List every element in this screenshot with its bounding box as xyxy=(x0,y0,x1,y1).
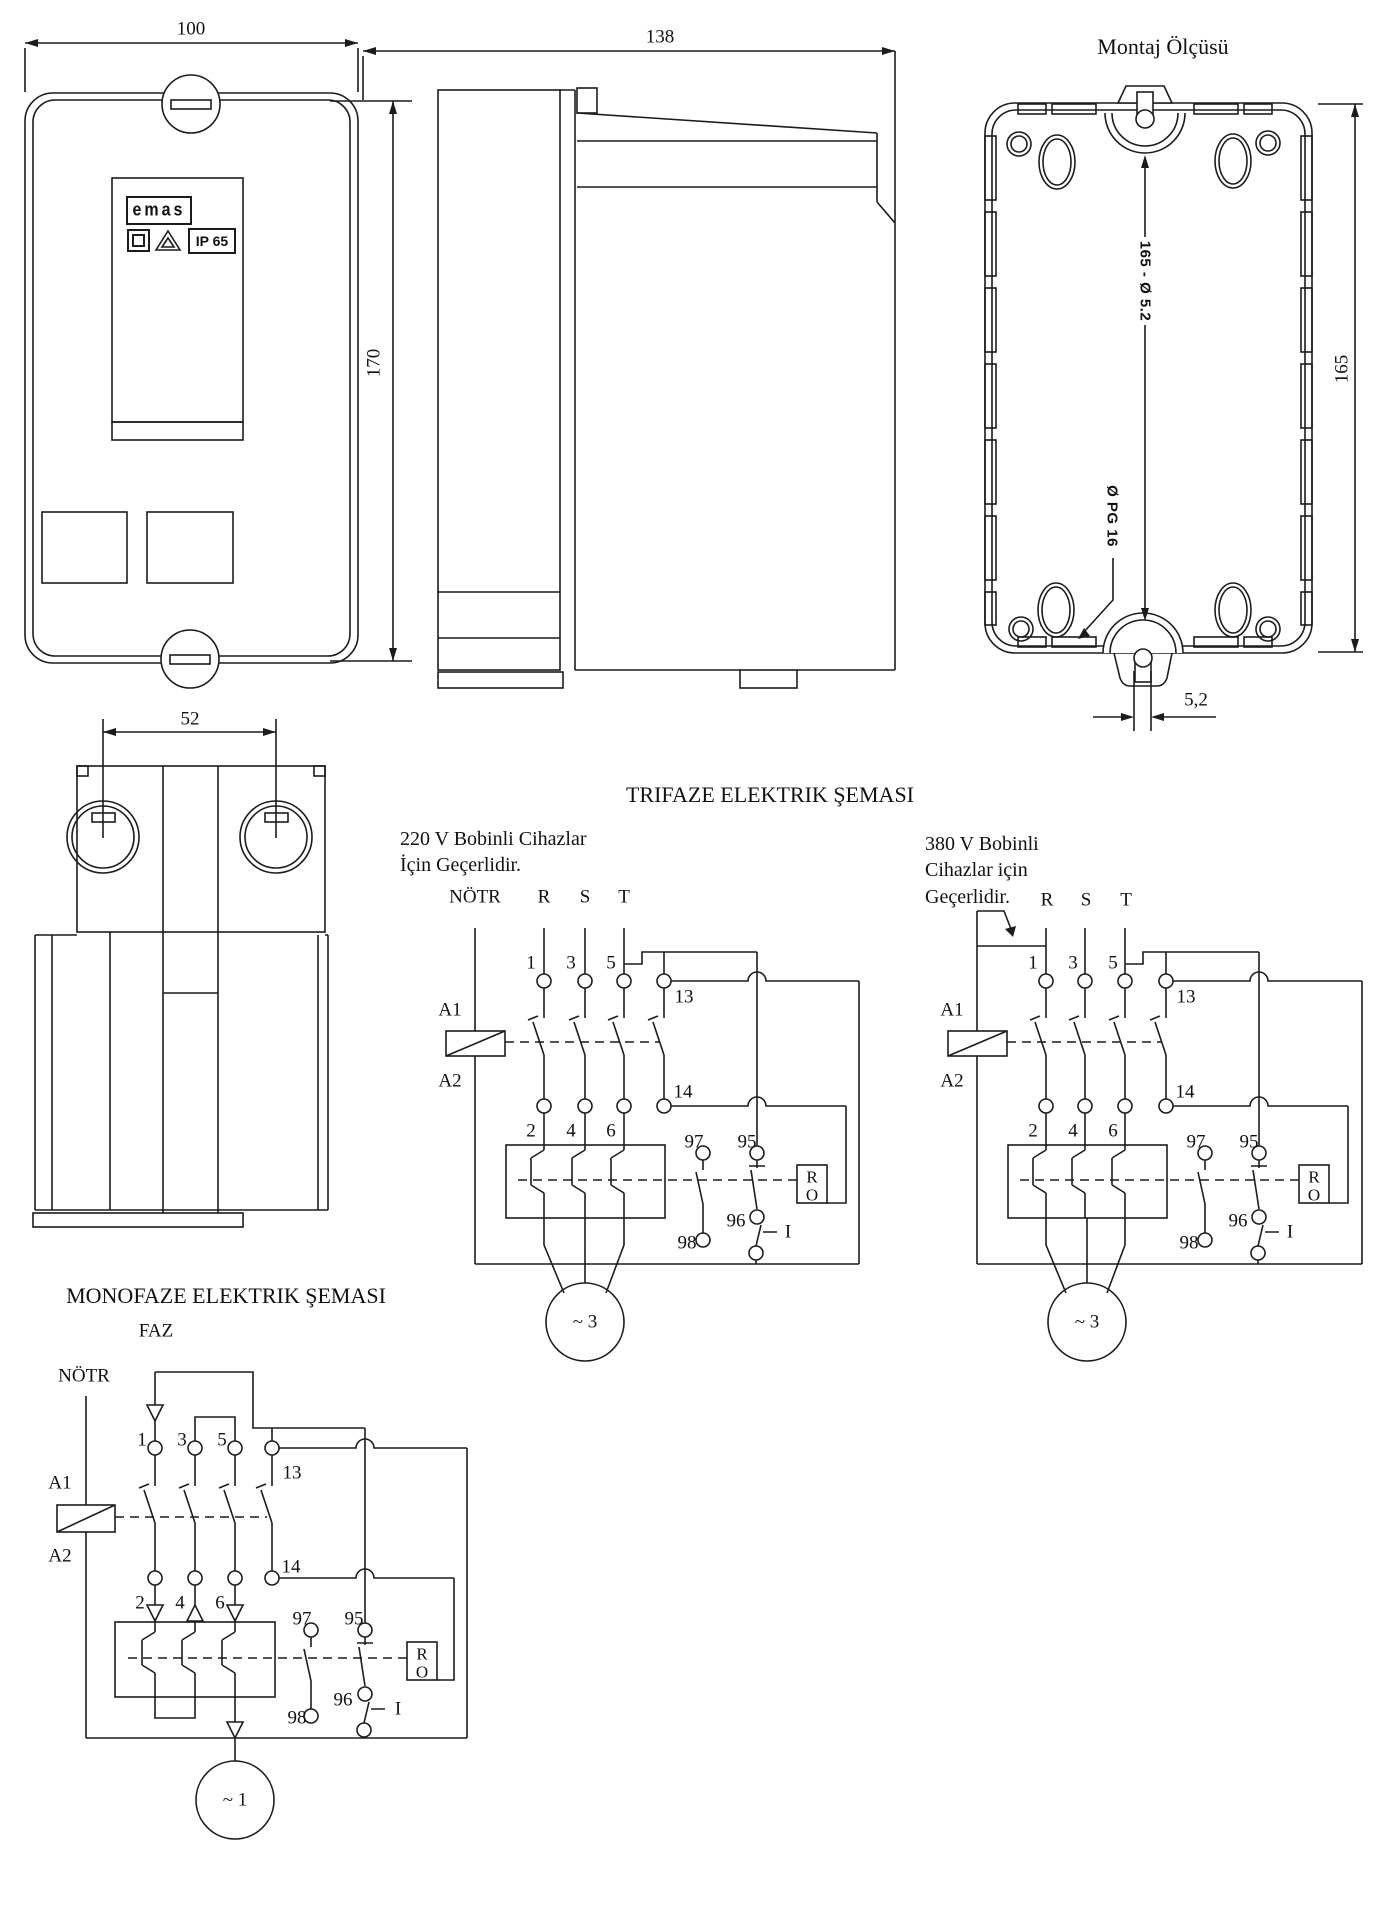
side-top-tab xyxy=(577,88,597,113)
reset-r-mono: R xyxy=(416,1644,428,1664)
test-i-220: I xyxy=(784,1221,792,1243)
phase-t-380: T xyxy=(1120,889,1132,911)
coil-a1-mono: A1 xyxy=(48,1472,72,1494)
aux-14-220: 14 xyxy=(673,1081,693,1103)
note-380v-line3: Geçerlidir. xyxy=(925,885,1010,908)
reset-r-220: R xyxy=(806,1167,818,1187)
term-6-mono: 6 xyxy=(215,1592,225,1614)
bottom-body xyxy=(35,766,328,1213)
phase-r-220: R xyxy=(537,886,551,908)
term-4-mono: 4 xyxy=(175,1592,185,1614)
mounting-view-title: Montaj Ölçüsü xyxy=(1097,34,1229,59)
term-1-220: 1 xyxy=(526,952,536,974)
term-2-220: 2 xyxy=(526,1120,536,1142)
term-3-380: 3 xyxy=(1068,952,1078,974)
ol-97-380: 97 xyxy=(1186,1131,1206,1153)
aux-13-220: 13 xyxy=(674,986,694,1008)
bottom-keyhole-hole xyxy=(1134,649,1152,667)
term-6-380: 6 xyxy=(1108,1120,1118,1142)
aux-13-380: 13 xyxy=(1176,986,1196,1008)
back-outline-inner xyxy=(992,110,1305,646)
back-outline xyxy=(985,103,1312,653)
ip-rating-text: IP 65 xyxy=(195,233,229,249)
bottom-plate xyxy=(33,1213,243,1227)
term-1-380: 1 xyxy=(1028,952,1038,974)
ip-rating-badge xyxy=(188,228,236,254)
overload-relay-box xyxy=(1008,1145,1167,1218)
warning-triangle-icon xyxy=(156,231,180,250)
motor-label-380: ~ 3 xyxy=(1074,1311,1100,1333)
ol-95-220: 95 xyxy=(737,1131,757,1153)
front-button-right xyxy=(147,512,233,583)
note-220v-line2: İçin Geçerlidir. xyxy=(400,854,522,877)
term-3-220: 3 xyxy=(566,952,576,974)
side-vent-slots xyxy=(985,104,1312,647)
term-6-220: 6 xyxy=(606,1120,616,1142)
ol-97-220: 97 xyxy=(684,1131,704,1153)
circuit-monofaze xyxy=(57,1372,467,1839)
ol-96-220: 96 xyxy=(726,1210,746,1232)
ol-97-mono: 97 xyxy=(292,1608,312,1630)
monofaze-title: MONOFAZE ELEKTRIK ŞEMASI xyxy=(66,1283,386,1308)
ol-98-220: 98 xyxy=(677,1232,697,1254)
dim-back-height-label: 165 xyxy=(1331,354,1353,384)
motor-label-mono: ~ 1 xyxy=(222,1789,248,1811)
phase-s-380: S xyxy=(1080,889,1092,911)
reset-o-mono: O xyxy=(415,1662,429,1682)
term-5-220: 5 xyxy=(606,952,616,974)
term-5-380: 5 xyxy=(1108,952,1118,974)
note-380v xyxy=(925,831,1039,910)
coil-a2-220: A2 xyxy=(438,1070,462,1092)
circuit-trifaze-220 xyxy=(446,928,859,1361)
term-4-220: 4 xyxy=(566,1120,576,1142)
coil-a1-380: A1 xyxy=(940,999,964,1021)
neutral-label-mono: NÖTR xyxy=(58,1365,110,1387)
front-window-band xyxy=(112,422,243,440)
reset-o-380: O xyxy=(1307,1185,1321,1205)
front-view xyxy=(25,75,358,688)
back-view xyxy=(985,86,1312,686)
aux-14-380: 14 xyxy=(1175,1081,1195,1103)
coil-a2-mono: A2 xyxy=(48,1545,72,1567)
gland-band xyxy=(77,766,325,932)
bottom-view xyxy=(33,766,328,1227)
front-outline-inner xyxy=(33,100,350,656)
note-220v-line1: 220 V Bobinli Cihazlar xyxy=(400,828,587,850)
dim-slot-label: 5,2 xyxy=(1184,689,1208,711)
term-2-380: 2 xyxy=(1028,1120,1038,1142)
term-5-mono: 5 xyxy=(217,1429,227,1451)
phase-t-220: T xyxy=(618,886,630,908)
trifaze-title: TRIFAZE ELEKTRIK ŞEMASI xyxy=(625,782,915,807)
emas-logo xyxy=(126,196,192,225)
emas-logo-text: emas xyxy=(132,200,186,220)
term-2-mono: 2 xyxy=(135,1592,145,1614)
side-body xyxy=(575,51,895,670)
ol-98-mono: 98 xyxy=(287,1707,307,1729)
neutral-label-220: NÖTR xyxy=(449,886,501,908)
top-keyhole-hole xyxy=(1136,110,1154,128)
dim-hole-spacing-label: 165 - Ø 5.2 xyxy=(1136,240,1154,322)
side-view xyxy=(438,51,895,688)
reset-o-220: O xyxy=(805,1185,819,1205)
dim-height-label: 170 xyxy=(363,348,385,378)
note-220v xyxy=(400,826,586,879)
test-i-380: I xyxy=(1286,1221,1294,1243)
phase-s-220: S xyxy=(579,886,591,908)
coil-a2-380: A2 xyxy=(940,1070,964,1092)
term-3-mono: 3 xyxy=(177,1429,187,1451)
ol-95-380: 95 xyxy=(1239,1131,1259,1153)
faz-label: FAZ xyxy=(138,1320,174,1342)
dim-width-label: 100 xyxy=(176,18,206,40)
test-i-mono: I xyxy=(394,1698,402,1720)
corner-holes xyxy=(1007,131,1280,641)
side-base xyxy=(438,672,563,688)
aux-13-mono: 13 xyxy=(282,1462,302,1484)
dim-gland-label: Ø PG 16 xyxy=(1103,485,1121,547)
ol-96-mono: 96 xyxy=(333,1689,353,1711)
note-380v-line1: 380 V Bobinli xyxy=(925,833,1039,855)
phase-r-380: R xyxy=(1040,889,1054,911)
ol-96-380: 96 xyxy=(1228,1210,1248,1232)
aux-14-mono: 14 xyxy=(281,1556,301,1578)
dimension-lines xyxy=(25,39,1363,838)
circuit-trifaze-380 xyxy=(948,911,1362,1361)
ol-95-mono: 95 xyxy=(344,1608,364,1630)
term-4-380: 4 xyxy=(1068,1120,1078,1142)
dim-depth-label: 138 xyxy=(645,26,675,48)
side-foot xyxy=(740,670,797,688)
front-button-left xyxy=(42,512,127,583)
ol-98-380: 98 xyxy=(1179,1232,1199,1254)
motor-label-220: ~ 3 xyxy=(572,1311,598,1333)
double-insulation-icon xyxy=(127,229,150,252)
term-1-mono: 1 xyxy=(137,1429,147,1451)
bottom-keyhole-boss xyxy=(1103,613,1183,653)
coil-a1-220: A1 xyxy=(438,999,462,1021)
note-380v-line2: Cihazlar için xyxy=(925,859,1028,882)
side-lid-lines xyxy=(438,90,575,670)
reset-r-380: R xyxy=(1308,1167,1320,1187)
dim-gland-spacing-label: 52 xyxy=(180,708,200,730)
side-lid xyxy=(438,90,560,670)
